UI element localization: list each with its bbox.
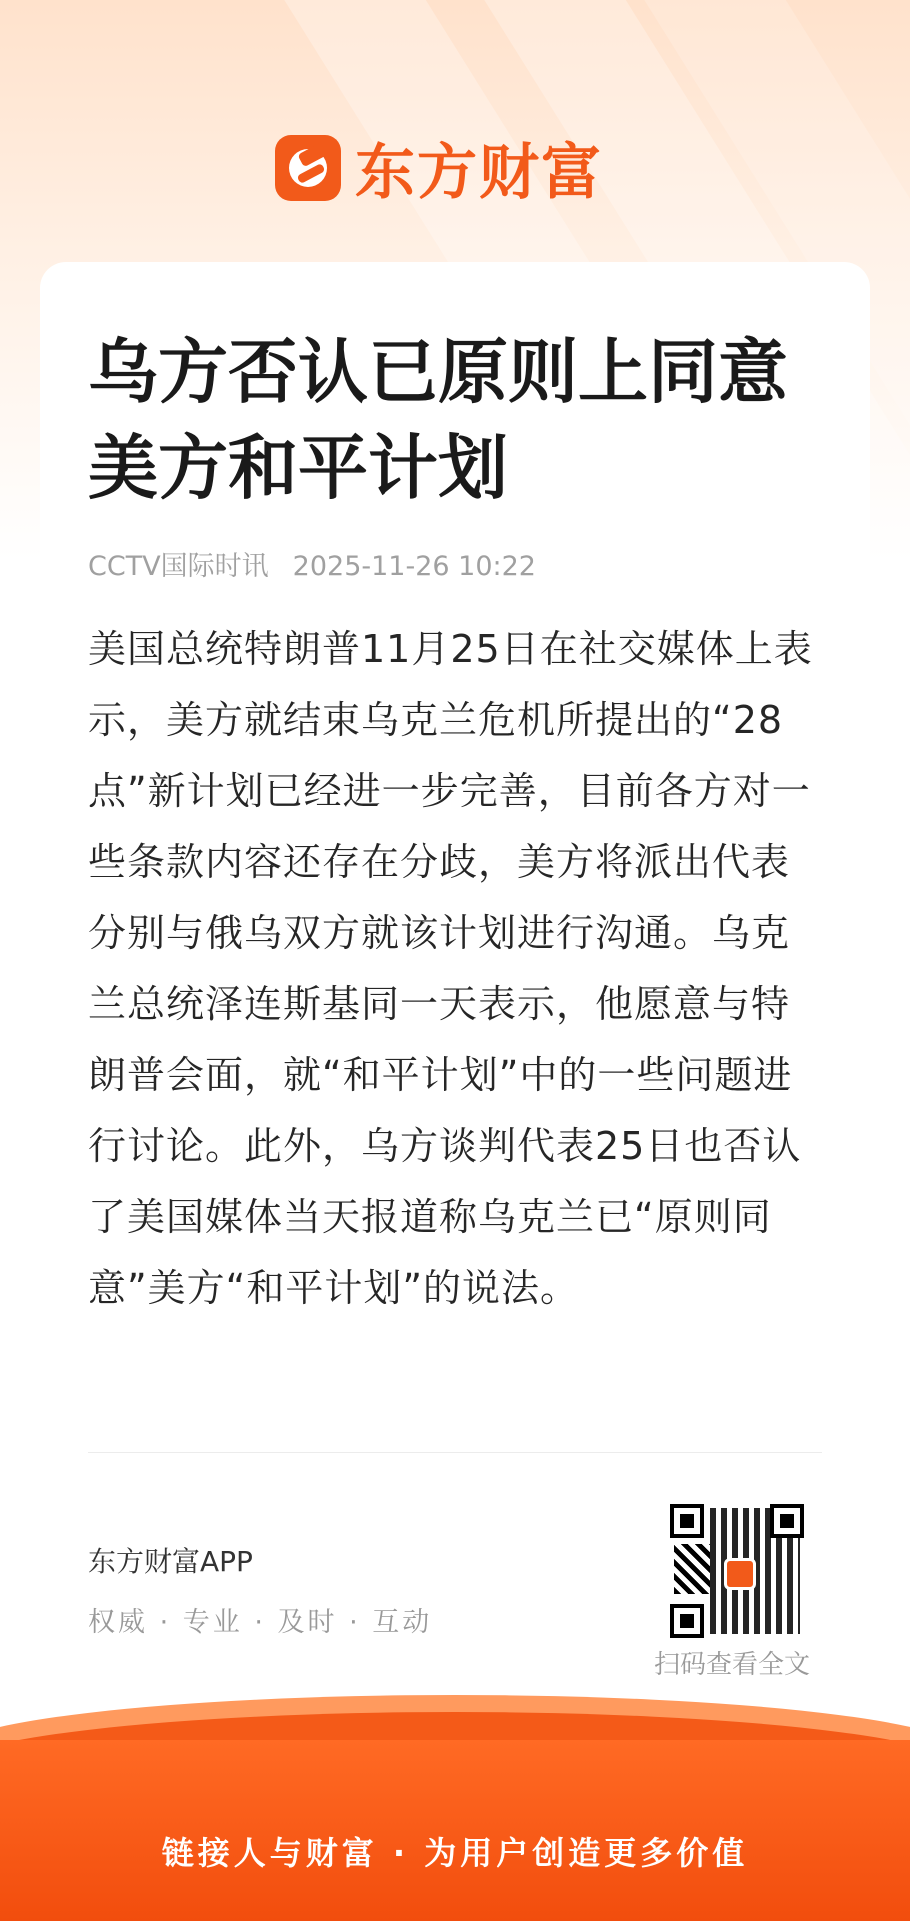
footer-tagline: 链接人与财富 · 为用户创造更多价值	[161, 1834, 749, 1872]
divider	[88, 1452, 822, 1453]
article-source: CCTV国际时讯	[88, 551, 269, 582]
article-datetime: 2025-11-26 10:22	[292, 551, 536, 582]
article-meta	[88, 544, 536, 583]
brand-logo	[275, 125, 603, 211]
qr-label: 扫码查看全文	[654, 1650, 811, 1680]
brand-logo-small-icon	[724, 1558, 756, 1590]
article-title: 乌方否认已原则上同意美方和平计划	[88, 330, 788, 509]
brand-logo-icon	[275, 135, 341, 201]
app-name: 东方财富APP	[88, 1545, 253, 1578]
brand-name: 东方财富	[355, 138, 603, 208]
article-card	[40, 262, 870, 1700]
article-body: 美国总统特朗普11月25日在社交媒体上表示，美方就结束乌克兰危机所提出的“28点”新计划已经进一步完善，目前各方对一些条款内容还存在分歧，美方将派出代表分别与俄乌双方就该计划进行沟通。乌克兰总统泽连斯基同一天表示，他愿意与特朗普会面，就“和平计划”中的一些问题进行讨论。此外，乌方谈判代表25日也否认了美国媒体当天报道称乌克兰已“原则同意”美方“和平计划”的说法。	[88, 627, 813, 1310]
app-slogan: 权威 · 专业 · 及时 · 互动	[88, 1607, 433, 1638]
qr-code-icon[interactable]	[670, 1504, 804, 1638]
